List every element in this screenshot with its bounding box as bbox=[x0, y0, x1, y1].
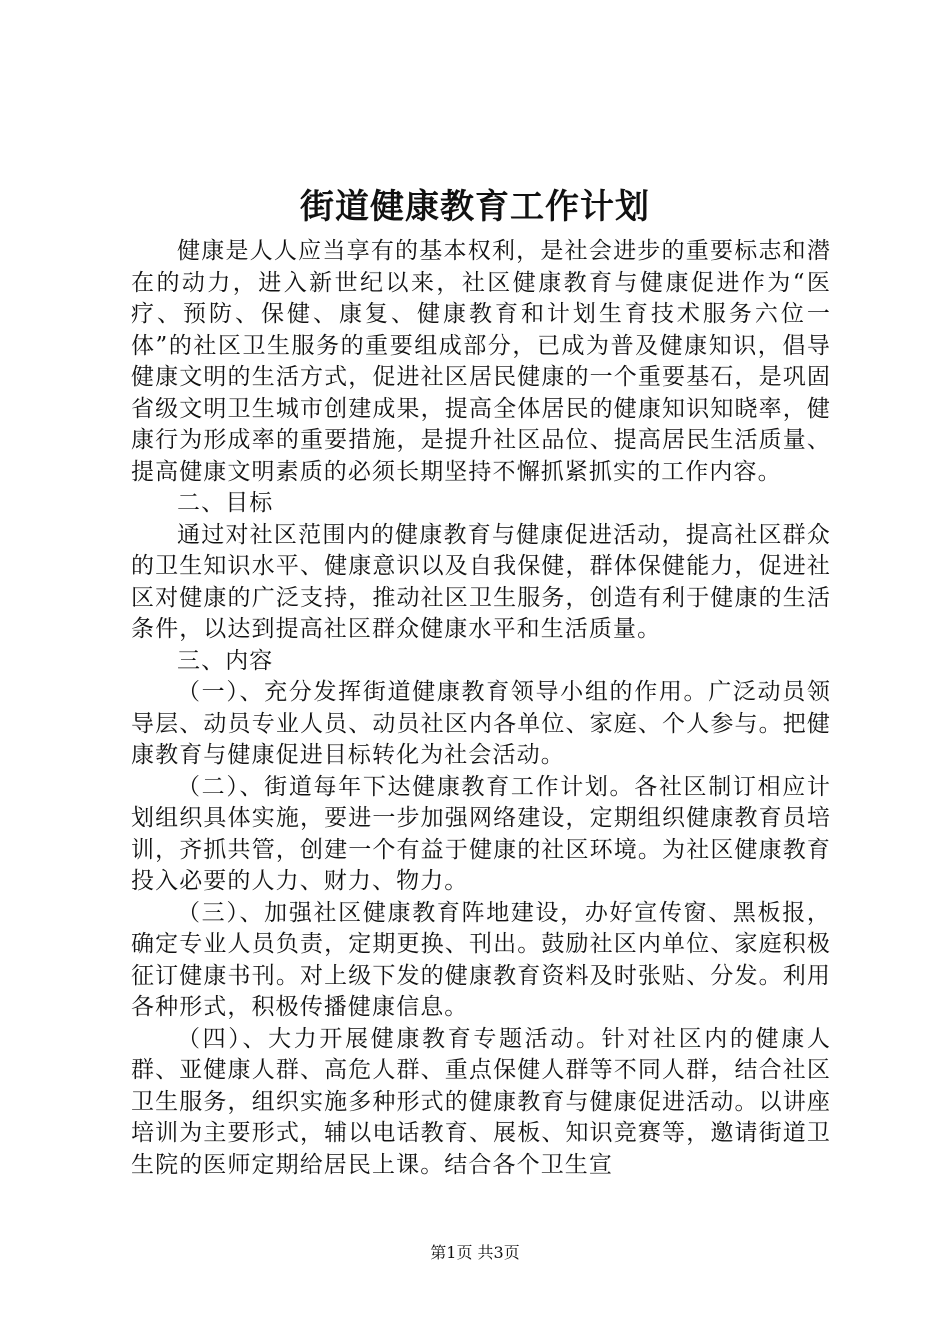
paragraph-content-2: （二）、街道每年下达健康教育工作计划。各社区制订相应计划组织具体实施，要进一步加强网络建设，定期组织健康教育员培训，齐抓共管，创建一个有益于健康的社区环境。为社区健康教育投入必要的人力、财力、物力。 bbox=[131, 773, 831, 894]
section-heading-goals: 二、目标 bbox=[177, 490, 274, 516]
paragraph-content-1: （一）、充分发挥街道健康教育领导小组的作用。广泛动员领导层、动员专业人员、动员社区内各单位、家庭、个人参与。把健康教育与健康促进目标转化为社会活动。 bbox=[131, 679, 831, 768]
paragraph-goals: 通过对社区范围内的健康教育与健康促进活动，提高社区群众的卫生知识水平、健康意识以及自我保健，群体保健能力，促进社区对健康的广泛支持，推动社区卫生服务，创造有利于健康的生活条件，以达到提高社区群众健康水平和生活质量。 bbox=[131, 521, 831, 642]
paragraph-intro: 健康是人人应当享有的基本权利，是社会进步的重要标志和潜在的动力，进入新世纪以来，社区健康教育与健康促进作为“医疗、预防、保健、康复、健康教育和计划生育技术服务六位一体”的社区卫生服务的重要组成部分，已成为普及健康知识，倡导健康文明的生活方式，促进社区居民健康的一个重要基石，是巩固省级文明卫生城市创建成果，提高全体居民的健康知识知晓率，健康行为形成率的重要措施，是提升社区品位、提高居民生活质量、提高健康文明素质的必须长期坚持不懈抓紧抓实的工作内容。 bbox=[131, 238, 831, 485]
document-body bbox=[131, 236, 831, 1181]
document-title: 街道健康教育工作计划 bbox=[300, 187, 650, 227]
page-footer: 第1页 共3页 bbox=[430, 1243, 520, 1262]
paragraph-content-4: （四）、大力开展健康教育专题活动。针对社区内的健康人群、亚健康人群、高危人群、重点保健人群等不同人群，结合社区卫生服务，组织实施多种形式的健康教育与健康促进活动。以讲座培训为主要形式，辅以电话教育、展板、知识竞赛等，邀请街道卫生院的医师定期给居民上课。结合各个卫生宣 bbox=[131, 1025, 831, 1178]
paragraph-content-3: （三）、加强社区健康教育阵地建设，办好宣传窗、黑板报，确定专业人员负责，定期更换、刊出。鼓励社区内单位、家庭积极征订健康书刊。对上级下发的健康教育资料及时张贴、分发。利用各种形式，积极传播健康信息。 bbox=[131, 899, 831, 1020]
section-heading-content: 三、内容 bbox=[177, 647, 274, 674]
